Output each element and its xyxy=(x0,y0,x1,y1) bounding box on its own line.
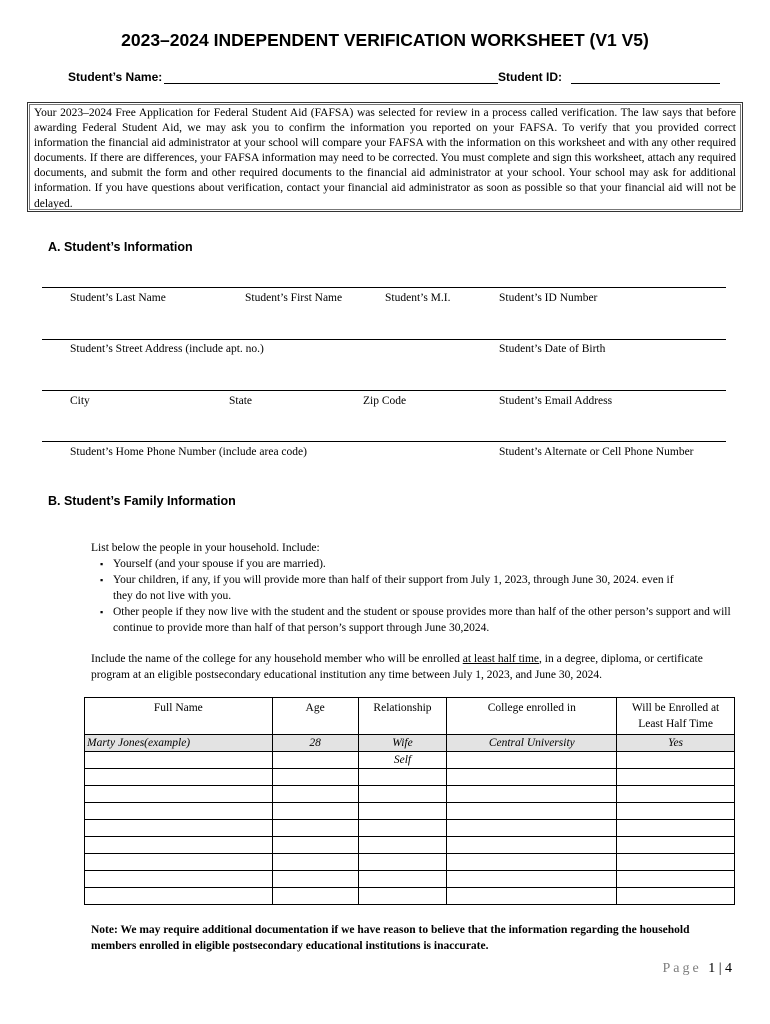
cell-half-time[interactable] xyxy=(617,752,735,769)
col-relationship: Relationship xyxy=(358,698,447,735)
section-b-heading: B. Student’s Family Information xyxy=(48,494,236,508)
cell-college[interactable] xyxy=(447,752,617,769)
student-name-field[interactable] xyxy=(164,83,498,84)
example-relationship: Wife xyxy=(358,735,447,752)
mi-label: Student’s M.I. xyxy=(385,292,451,304)
list-intro: List below the people in your household. Include: xyxy=(91,542,320,554)
alt-phone-label: Student’s Alternate or Cell Phone Number xyxy=(499,446,694,458)
zip-code-label: Zip Code xyxy=(363,395,407,407)
field-line-row4[interactable] xyxy=(42,441,726,442)
student-id-field[interactable] xyxy=(571,83,720,84)
table-row[interactable] xyxy=(85,769,735,786)
student-id-label: Student ID: xyxy=(498,70,562,84)
page-count: 1 | 4 xyxy=(708,961,732,976)
half-time-underlined: at least half time xyxy=(462,653,540,665)
household-instructions xyxy=(91,540,731,636)
city-label: City xyxy=(70,395,90,407)
first-name-label: Student’s First Name xyxy=(245,292,343,304)
example-age: 28 xyxy=(272,735,358,752)
col-age: Age xyxy=(272,698,358,735)
table-row[interactable] xyxy=(85,837,735,854)
example-full-name: Marty Jones(example) xyxy=(85,735,273,752)
include-college-text: Include the name of the college for any household member who will be enrolled at least half time, in a degree, diploma, or certificate program at an eligible postsecondary educational institution any time between July 1, 2023, and June 30, 2024. xyxy=(91,653,703,681)
list-item: ▪ Your children, if any, if you will provide more than half of their support from July 1, 2023, through June 30, 2024. even if they do not live with you. xyxy=(100,574,674,602)
list-item: ▪ Other people if they now live with the student and the student or spouse provides more than half of the other person’s support and will continue to provide more than half of that person’s support through June 30,2024. xyxy=(100,606,731,634)
field-line-row1[interactable] xyxy=(42,287,726,288)
state-label: State xyxy=(229,395,252,407)
home-phone-label: Student’s Home Phone Number (include area code) xyxy=(70,446,307,458)
email-label: Student’s Email Address xyxy=(499,395,613,407)
table-row[interactable] xyxy=(85,888,735,905)
id-number-label: Student’s ID Number xyxy=(499,292,598,304)
include-list xyxy=(91,556,731,636)
documentation-note: Note: We may require additional documentation if we have reason to believe that the information regarding the household members enrolled in eligible postsecondary educational institutions is inaccurate. xyxy=(91,924,690,952)
bullet-icon: ▪ xyxy=(100,607,104,617)
field-line-row2[interactable] xyxy=(42,339,726,340)
cell-age[interactable] xyxy=(272,752,358,769)
page-number xyxy=(662,961,732,977)
date-of-birth-label: Student’s Date of Birth xyxy=(499,343,606,355)
field-line-row3[interactable] xyxy=(42,390,726,391)
section-a-heading: A. Student’s Information xyxy=(48,240,193,254)
list-item: ▪ Yourself (and your spouse if you are married). xyxy=(100,558,326,570)
page-word: Page xyxy=(662,961,702,976)
example-college: Central University xyxy=(447,735,617,752)
table-header-row xyxy=(85,698,735,735)
table-row[interactable] xyxy=(85,854,735,871)
col-college: College enrolled in xyxy=(447,698,617,735)
example-half-time: Yes xyxy=(617,735,735,752)
self-relationship: Self xyxy=(358,752,447,769)
household-table xyxy=(84,697,735,905)
col-full-name: Full Name xyxy=(85,698,273,735)
bullet-icon: ▪ xyxy=(100,559,104,569)
cell-full-name[interactable] xyxy=(85,752,273,769)
table-row[interactable] xyxy=(85,803,735,820)
page-title: 2023–2024 INDEPENDENT VERIFICATION WORKSHEET (V1 V5) xyxy=(121,30,649,50)
table-row[interactable] xyxy=(85,786,735,803)
col-half-time: Will be Enrolled at Least Half Time xyxy=(617,698,735,735)
table-row[interactable] xyxy=(85,871,735,888)
last-name-label: Student’s Last Name xyxy=(70,292,166,304)
street-address-label: Student’s Street Address (include apt. no.) xyxy=(70,343,264,355)
table-row[interactable] xyxy=(85,752,735,769)
example-row xyxy=(85,735,735,752)
intro-text: Your 2023–2024 Free Application for Federal Student Aid (FAFSA) was selected for review in a process called verification. The law says that before awarding Federal Student Aid, we may ask you to confirm the information you reported on your FAFSA. To verify that you provided correct information the financial aid administrator at your school will compare your FAFSA with the information on this worksheet and with any other required documents. If there are differences, your FAFSA information may need to be corrected. You must complete and sign this worksheet, attach any required documents, and submit the form and other required documents to the financial aid administrator at your school. Your school may ask for additional information. If you have questions about verification, contact your financial aid administrator as soon as possible so that your financial aid will not be delayed. xyxy=(34,107,736,210)
table-row[interactable] xyxy=(85,820,735,837)
intro-box xyxy=(27,102,743,212)
bullet-icon: ▪ xyxy=(100,575,104,585)
student-name-label: Student’s Name: xyxy=(68,70,163,84)
